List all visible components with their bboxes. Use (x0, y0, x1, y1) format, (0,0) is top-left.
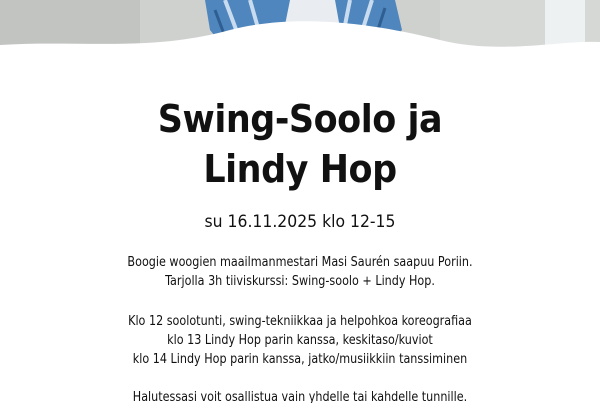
event-date: su 16.11.2025 klo 12-15 (204, 212, 396, 232)
intro-line: Boogie woogien maailmanmestari Masi Saurén saapuu Poriin. (127, 255, 473, 270)
schedule-line: klo 13 Lindy Hop parin kanssa, keskitaso/kuviot (167, 333, 433, 348)
event-title-line2: Lindy Hop (203, 147, 397, 191)
participation-note: Halutessasi voit osallistua vain yhdelle tai kahdelle tunnille. (132, 390, 468, 403)
schedule-line: Klo 12 soolotunti, swing-tekniikkaa ja helpohkoa koreografiaa (128, 314, 472, 329)
schedule-line: klo 14 Lindy Hop parin kanssa, jatko/musiikkiin tanssiminen (132, 352, 468, 367)
hero-photo-graphic (0, 0, 600, 72)
intro-line: Tarjolla 3h tiiviskurssi: Swing-soolo + Lindy Hop. (165, 274, 435, 289)
hero-photo (0, 0, 600, 72)
event-title-line1: Swing-Soolo ja (157, 97, 443, 141)
